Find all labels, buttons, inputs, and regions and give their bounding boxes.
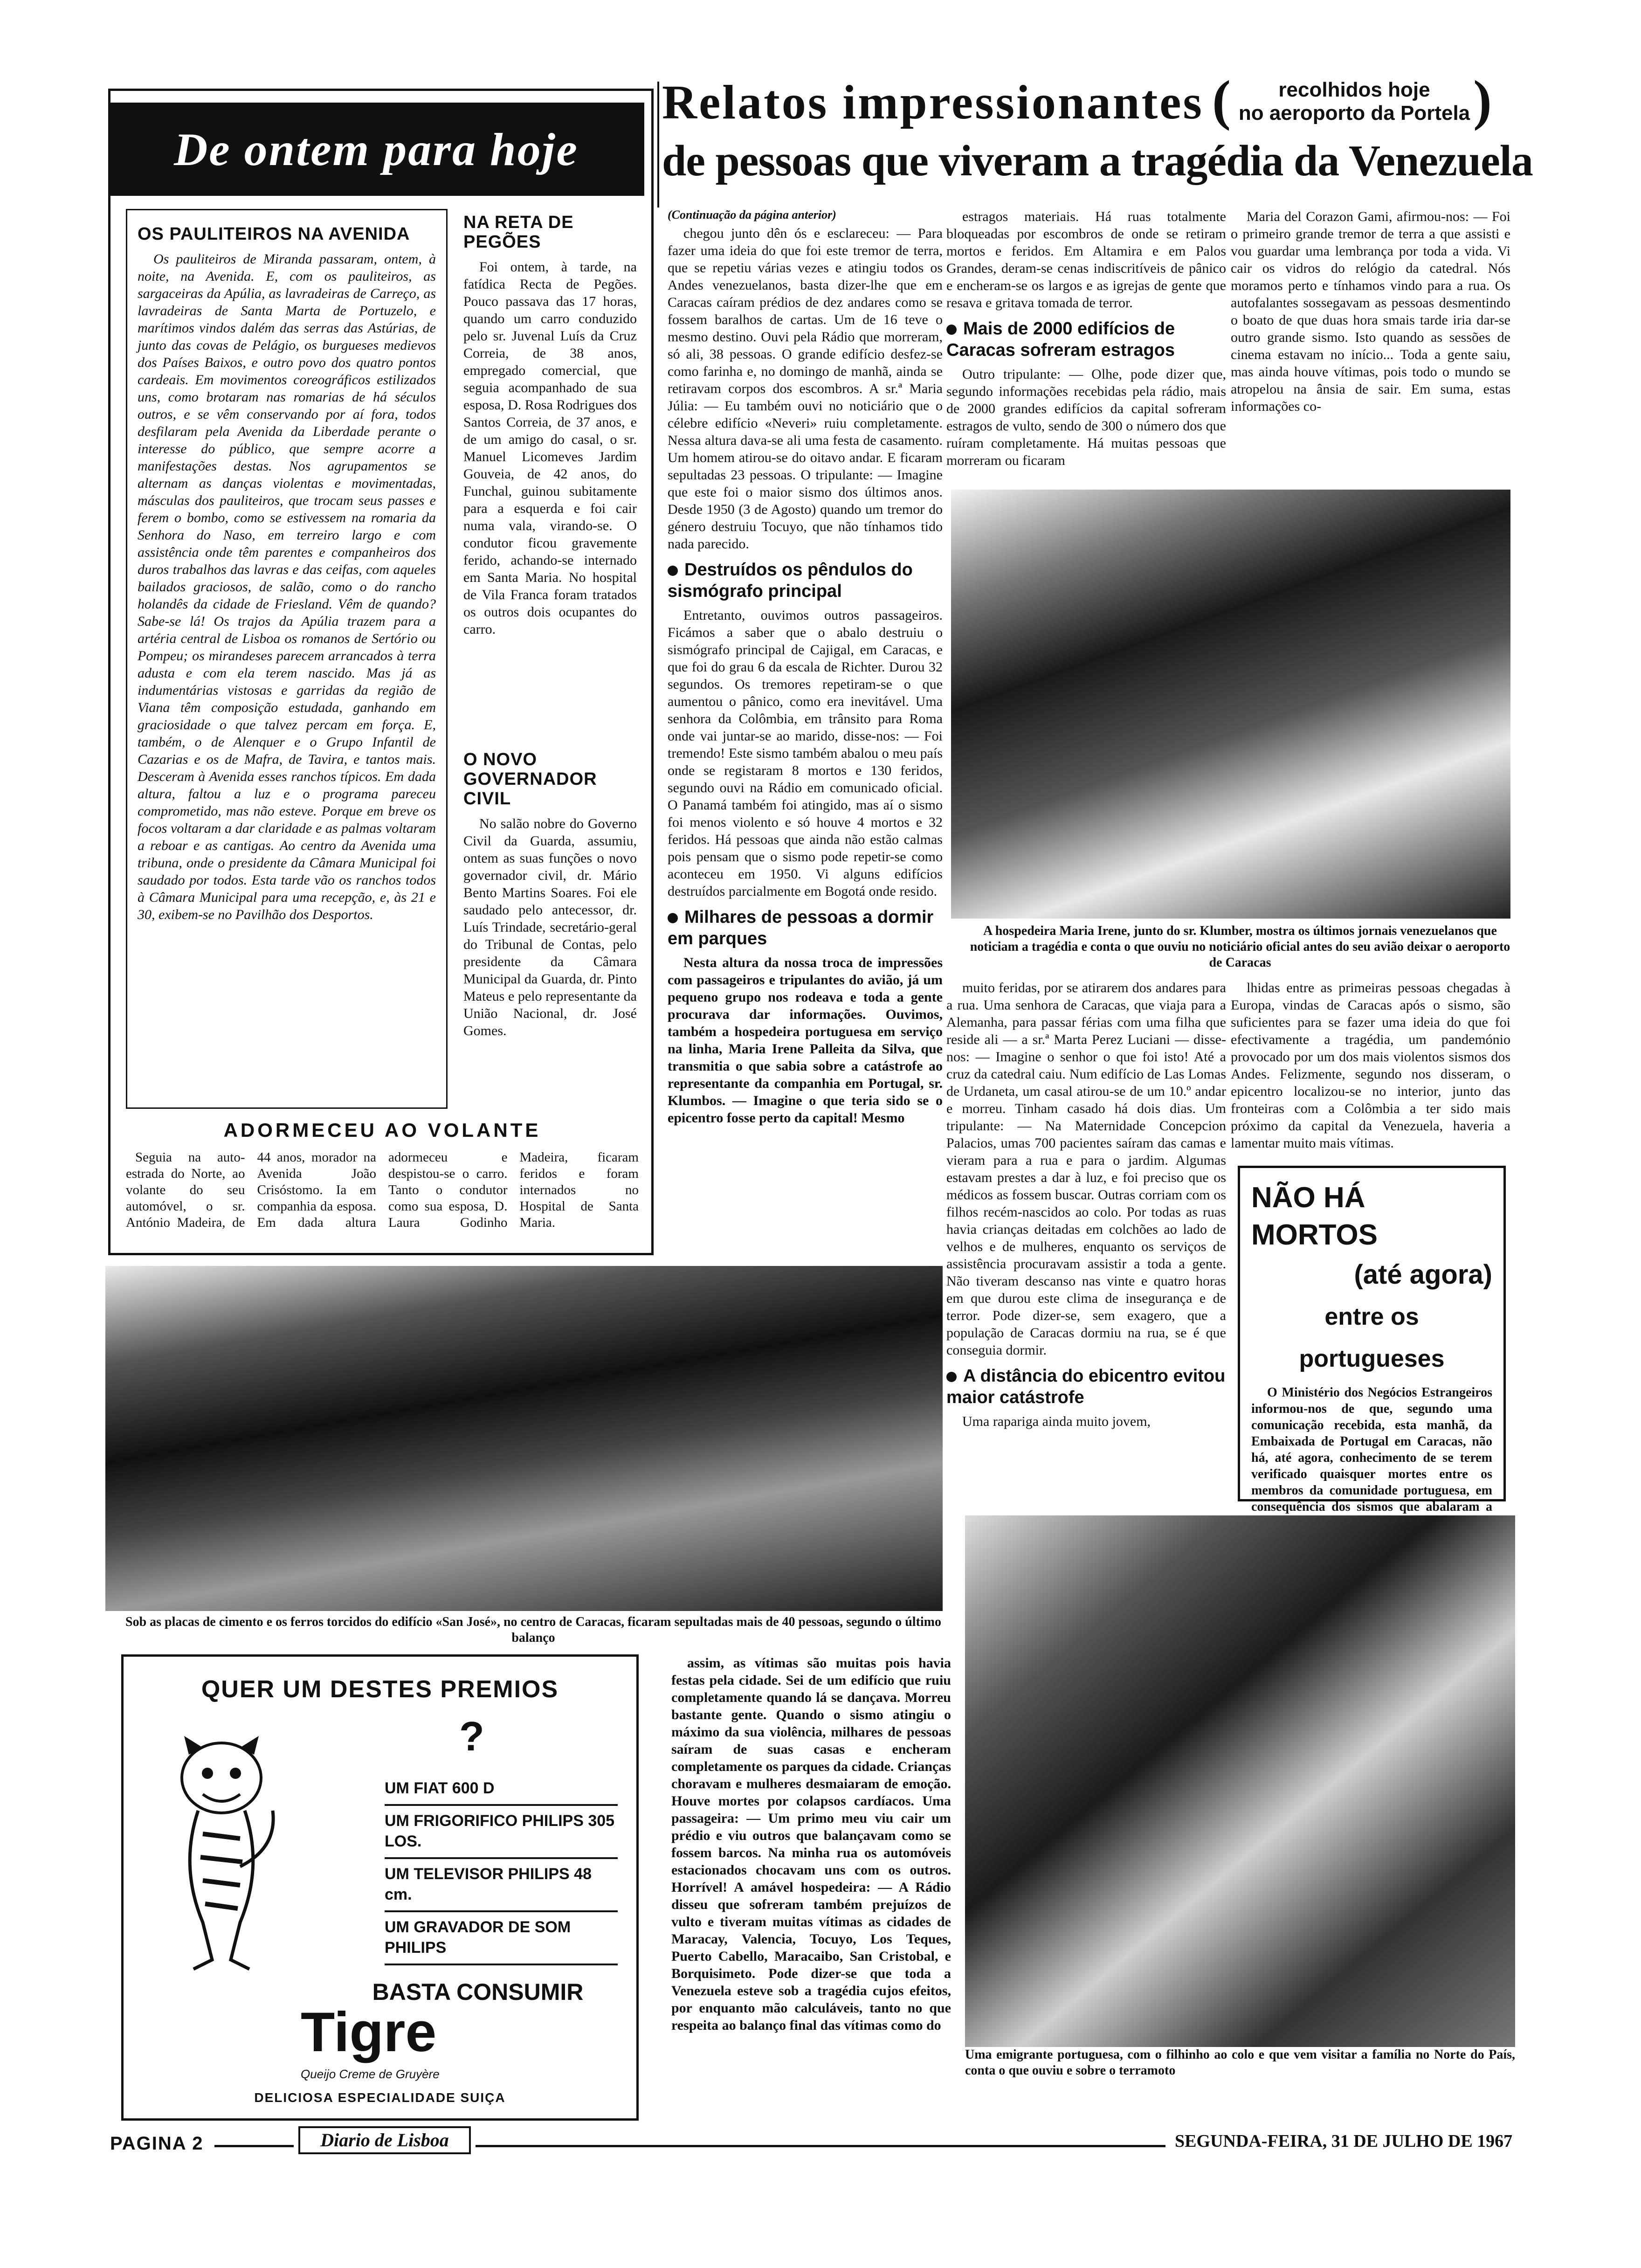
headline-paren-top: recolhidos hoje [1278, 78, 1430, 101]
continuation-label: (Continuação da página anterior) [668, 208, 836, 221]
caption-emigrant: Uma emigrante portuguesa, com o filhinho ao colo e que vem visitar a família no Norte do País, conta o que ouviu e sobre o terramoto [965, 2047, 1515, 2078]
section-title-banner [108, 103, 644, 196]
article-pegoes [463, 209, 637, 712]
relatos-column-b-lower [946, 979, 1226, 1506]
subheading-text: A distância do ebicentro evitou maior catástrofe [946, 1366, 1226, 1407]
article-heading: NA RETA DE PEGÕES [463, 213, 574, 252]
advert-product: Queijo Creme de Gruyère [301, 2067, 440, 2081]
bullet-icon [946, 325, 957, 335]
article-pauliteiros [126, 209, 448, 1109]
article-text: muito feridas, por se atirarem dos andares para a rua. Uma senhora de Caracas, que viaja para a Alemanha, para passar férias com uma filha que reside ali — a sr.ª Marta Perez Luciani — disse-nos: — Imagine o senhor o que foi isto! Até a cruz da catedral caiu. Num edifício de Las Lomas de Urdaneta, um casal atirou-se de um 10.º andar e morreu. Tinham casado há dois dias. Um tripulante: — Na Maternidade Concepcion Palacios, umas 700 pacientes saíram das camas e vieram para a rua e para o jardim. Algumas estavam prestes a dar à luz, e foi preciso que os médicos as fossem buscar. Outras corriam com os filhos recém-nascidos ao colo. Por todas as ruas havia crianças deitadas em colchões ao lado de velhos e de mulheres, enquanto os serviços de assistência procuravam assistir a toda a gente. Não tiveram descanso nas vinte e quatro horas em que durou este clima de insegurança e de terror. Pode dizer-se, sem exagero, que a população de Caracas dormiu na rua, se é que conseguia dormir. [946, 980, 1226, 1358]
box-title-line3: entre os portugueses [1299, 1303, 1445, 1372]
footer-paper-logo: Diario de Lisboa [298, 2126, 471, 2154]
box-text: O Ministério dos Negócios Estrangeiros informou-nos de que, segundo uma comunicação recebida, esta manhã, da Embaixada de Portugal em Caracas, não há, até agora, conhecimento de se terem verificado quaisquer mortes entre os membros da comunidade portuguesa, em consequência dos sismos que abalaram a [1251, 1385, 1492, 1514]
footer-date: SEGUNDA-FEIRA, 31 DE JULHO DE 1967 [1175, 2131, 1513, 2151]
relatos-lower-column [671, 1654, 951, 2121]
prize-list [385, 1773, 618, 1965]
article-heading: O NOVO GOVERNADOR CIVIL [463, 750, 597, 809]
headline-left-rule [657, 82, 659, 207]
caption-ruins: Sob as placas de cimento e os ferros torcidos do edifício «San José», no centro de Caracas, ficaram sepultadas mais de 40 pessoas, segundo o último balanço [125, 1615, 941, 1645]
prize-item: UM TELEVISOR PHILIPS 48 cm. [385, 1859, 618, 1912]
advert-cta: BASTA CONSUMIR [372, 1979, 584, 2005]
photo-ruins [105, 1266, 943, 1611]
advert-tagline: DELICIOSA ESPECIALIDADE SUIÇA [254, 2090, 506, 2105]
section-title: De ontem para hoje [174, 123, 579, 175]
footer-rule-right [476, 2145, 1165, 2147]
article-text: Maria del Corazon Gami, afirmou-nos: — Foi o primeiro grande tremor de terra a que assisti e vou guardar uma lembrança por toda a vida. Vi cair os vidros do relógio da catedral. Nós moramos perto e tínhamos vindo para a rua. Os autofalantes sossegavam as pessoas desmentindo o boato de que duas hora smais tarde iria dar-se outro grande sismo. Isto quando as sessões de cinema estavam no início... Toda a gente saiu, mas ainda houve vítimas, pois todo o mundo se atropelou na ânsia de sair. Em suma, estas informações co- [1231, 209, 1510, 414]
caption-hostess: A hospedeira Maria Irene, junto do sr. Klumber, mostra os últimos jornais venezuelanos que noticiam a tragédia e conta o que ouviu no noticiário oficial antes do seu avião deixar o aeroporto de Caracas [970, 924, 1510, 970]
relatos-column-b [946, 208, 1226, 483]
subheading [946, 1365, 1226, 1408]
subheading-text: Destruídos os pêndulos do sismógrafo principal [668, 560, 913, 601]
tiger-mascot-icon [152, 1727, 291, 1978]
prize-item: UM GRAVADOR DE SOM PHILIPS [385, 1912, 618, 1965]
headline-paren-bottom: no aeroporto da Portela [1238, 102, 1470, 124]
subheading-text: Mais de 2000 edifícios de Caracas sofreram estragos [946, 319, 1175, 360]
headline-line2: de pessoas que viveram a tragédia da Venezuela [662, 137, 1533, 185]
article-text: Uma rapariga ainda muito jovem, [962, 1414, 1151, 1429]
bullet-icon [668, 566, 678, 576]
article-text: Outro tripulante: — Olhe, pode dizer que, segundo informações recebidas pela rádio, mais de 2000 grandes edifícios da capital sofreram estragos de vulto, sendo de 300 o número dos que ruíram completamente. Há muitas pessoas que morreram ou ficaram [946, 366, 1226, 468]
photo-emigrant [965, 1515, 1515, 2047]
headline-paren-right: ) [1473, 69, 1492, 131]
article-text: assim, as vítimas são muitas pois havia festas pela cidade. Sei de um edifício que ruiu completamente quando lá se dançava. Morreu bastante gente. Quando o sismo atingiu o máximo da sua violência, milhares de pessoas saíram de suas casas e encheram completamente os parques da cidade. Crianças choravam e mulheres desmaiaram de emoção. Houve mortes por colapsos cardíacos. Uma passageira: — Um primo meu viu cair um prédio e viu outros que balançavam como se fossem barcos. Na minha rua os automóveis estacionados chocavam uns com os outros. Horrível! A amável hospedeira: — A Rádio disseu que sofreram também prejuízos de vulto e tiveram muitas vítimas as cidades de Maracay, Valencia, Tocuyo, Los Teques, Puerto Cabello, Maracaibo, San Cristobal, e Borquisimeto. Pode dizer-se que toda a Venezuela esteve sob a tragédia cujos efeitos, por enquanto mão calculáveis, tanto no que respeita ao balanço final das vítimas como do [671, 1655, 951, 2033]
headline-line1: Relatos impressionantes [662, 76, 1204, 129]
article-governador [463, 746, 637, 1110]
footer-rule-left [214, 2145, 294, 2147]
bullet-icon [946, 1372, 957, 1382]
prize-item: UM FRIGORIFICO PHILIPS 305 LOS. [385, 1806, 618, 1859]
footer-page-number: PAGINA 2 [110, 2133, 204, 2154]
subheading-text: Milhares de pessoas a dormir em parques [668, 907, 934, 948]
article-text: Seguia na auto-estrada do Norte, ao volante do seu automóvel, o sr. António Madeira, de 44 anos, morador na Avenida João Crisóstomo. Ia em companhia da esposa. Em dada altura adormeceu e despistou-se o carro. Tanto o condutor como sua esposa, D. Laura Godinho Madeira, ficaram feridos e foram internados no Hospital de Santa Maria. [126, 1150, 639, 1230]
relatos-column-c [1231, 208, 1510, 483]
box-nao-ha-mortos [1238, 1166, 1506, 1514]
headline-paren-text [1235, 78, 1473, 125]
advert-question: ? [459, 1713, 484, 1759]
subheading [668, 906, 943, 949]
article-text: chegou junto dên ós e esclareceu: — Para fazer uma ideia do que foi este tremor de terra, que se repetiu várias vezes e atingiu todos os Andes venezuelanos, basta dizer-lhe que em Caracas caíram prédios de dez andares como se fossem baralhos de cartas. Um de 16 teve o mesmo destino. Ouvi pela Rádio que morreram, só ali, 38 pessoas. O grande edifício desfez-se como farinha e, no domingo de manhã, ainda se retiravam corpos dos escombros. A sr.ª Maria Júlia: — Eu também ouvi no noticiário que o célebre edifício «Neveri» ruiu completamente. Nessa altura dava-se ali uma festa de casamento. Um homem atirou-se do oitavo andar. E ficaram sepultadas 23 pessoas. O tripulante: — Imagine que este foi o maior sismo dos últimos anos. Desde 1950 (3 de Agosto) quando um tremor do género destruiu Tocuyo, que não tínhamos tido nada parecido. [668, 226, 943, 552]
box-title-line1: NÃO HÁ MORTOS [1251, 1182, 1378, 1251]
photo-hostess [951, 490, 1510, 919]
article-text: estragos materiais. Há ruas totalmente bloqueadas por escombros de onde se retiram mortos e feridos. Em Altamira e em Palos Grandes, deram-se cenas indiscritíveis de pânico e encheram-se os largos e as igrejas de gente que resava e gritava tomada de terror. [946, 209, 1226, 311]
relatos-column-c-lower [1231, 979, 1510, 1166]
advert-tigre [121, 1654, 639, 2121]
article-text: Nesta altura da nossa troca de impressões com passageiros e tripulantes do avião, já um pequeno grupo nos rodeava e toda a gente procurava dar informações. Ouvimos, também a hospedeira portuguesa em serviço na linha, Maria Irene Palleita da Silva, que transmitia o que sabia sobre a catástrofe ao representante da companhia em Portugal, sr. Klumbos. — Imagine o que teria sido se o epicentro fosse perto da capital! Mesmo [668, 955, 943, 1126]
subheading [668, 559, 943, 602]
article-text: Entretanto, ouvimos outros passageiros. Ficámos a saber que o abalo destruiu o sismógrafo principal de Cajigal, em Caracas, e que foi do grau 6 da escala de Richter. Durou 32 segundos. Os tremores repetiram-se o que aumentou o pânico, como era inevitável. Uma senhora da Colômbia, em trânsito para Roma onde vai juntar-se ao marido, disse-nos: — Foi tremendo! Este sismo também abalou o meu país onde se registaram 8 mortos e 130 feridos, segundo ouvi na Rádio em comunicado oficial. O Panamá também foi atingido, mas aí o sismo foi menos violento e só houve 4 mortos e 32 feridos. Há pessoas que ainda não estão calmas pois pensam que o sismo pode repetir-se como aconteceu em 1950. Vi alguns edifícios destruídos parcialmente em Bogotá onde resido. [668, 608, 943, 899]
article-text: No salão nobre do Governo Civil da Guarda, assumiu, ontem as suas funções o novo governador civil, dr. Mário Bento Martins Soares. Foi ele saudado pelo antecessor, dr. Luís Trindade, secretário-geral do Tribunal de Contas, pelo presidente da Câmara Municipal da Guarda, dr. Pinto Mateus e pelo representante da União Nacional, dr. José Gomes. [463, 816, 637, 1038]
relatos-column-a [668, 208, 943, 1262]
prize-item: UM FIAT 600 D [385, 1773, 618, 1806]
advert-brand: Tigre [301, 2001, 437, 2063]
box-title-line2: (até agora) [1354, 1259, 1492, 1290]
article-volante [126, 1149, 639, 1245]
article-volante-heading: ADORMECEU AO VOLANTE [223, 1119, 541, 1141]
article-heading: OS PAULITEIROS NA AVENIDA [138, 224, 410, 244]
bullet-icon [668, 913, 678, 923]
subheading [946, 318, 1226, 361]
headline-paren-left: ( [1212, 69, 1231, 131]
advert-title: QUER UM DESTES PREMIOS [201, 1676, 559, 1703]
article-text: Foi ontem, à tarde, na fatídica Recta de Pegões. Pouco passava das 17 horas, quando um carro conduzido pelo sr. Juvenal Luís da Cruz Correia, de 38 anos, empregado comercial, que seguia acompanhado de sua esposa, D. Rosa Rodrigues dos Santos Correia, de 37 anos, e de um amigo do casal, o sr. Manuel Licomeves Jardim Gouveia, de 42 anos, do Funchal, guinou subitamente para a esquerda e foi cair numa vala, virando-se. O condutor ficou gravemente ferido, achando-se internado em Santa Maria. No hospital de Vila Franca foram tratados os outros dois ocupantes do carro. [463, 259, 637, 637]
article-text: lhidas entre as primeiras pessoas chegadas à Europa, vindas de Caracas após o sismo, são suficientes para se fazer uma ideia do que foi efectivamente a tragédia, um pandemónio provocado por um dos mais violentos sismos dos Andes. Felizmente, segundo nos disseram, o epicentro localizou-se no interior, junto das fronteiras com a Colômbia a ter sido mais próximo da capital da Venezuela, haveria a lamentar muito mais vítimas. [1231, 980, 1510, 1151]
article-text: Os pauliteiros de Miranda passaram, ontem, à noite, na Avenida. E, com os pauliteiros, as sargaceiras da Apúlia, as lavradeiras de Carreço, as lavradeiras de Santa Marta de Portuzelo, e marítimos vindos dalém das serras das Astúrias, de junto das covas de Pelágio, os burgueses medievos dos Países Baixos, e outro povo dos quatro pontos cardeais. Em movimentos coreográficos estilizados uns, como brotaram nas romarias de há séculos outros, e se vêm conservando por aí fora, todos desfilaram pela Avenida da Liberdade perante o interesse do público, que sempre acorre a manifestações destas. Nos agrupamentos se alternam as danças violentas e movimentadas, másculas dos pauliteiros, que trocam seus passes e ferem o bombo, como se estivessem na romaria da Senhora do Naso, em terreiro largo e com assistência onde têm parentes e companheiros dos duros trabalhos das lavras e das ceifas, com aqueles bailados graciosos, de salão, como o do rancho holandês da cidade de Friesland. Vêm de quando? Sabe-se lá! Os trajos da Apúlia trazem para a artéria central de Lisboa os romanos de Sertório ou Pompeu; os mirandeses parecem arrancados à terra adusta e com ela terem nascido. Mas já as indumentárias vistosas e garridas da região de Viana têm composição estudada, ganhando em graciosidade o que talvez percam em força. E, também, o de Alenquer e o Grupo Infantil de Cazarias e os de Mafra, de Tavira, e tantos mais. Desceram à Avenida esses ranchos típicos. Em dada altura, faltou a luz e o programa pareceu comprometido, mas não esteve. Porque em breve os focos voltaram a dar claridade e as palmas voltaram a reboar e as cantigas. Ao centro da Avenida uma tribuna, onde o presidente da Câmara Municipal foi saudado por todos. Esta tarde vão os ranchos todos à Câmara Municipal para uma recepção, e, às 21 e 30, exibem-se no Pavilhão dos Desportos. [138, 251, 436, 922]
